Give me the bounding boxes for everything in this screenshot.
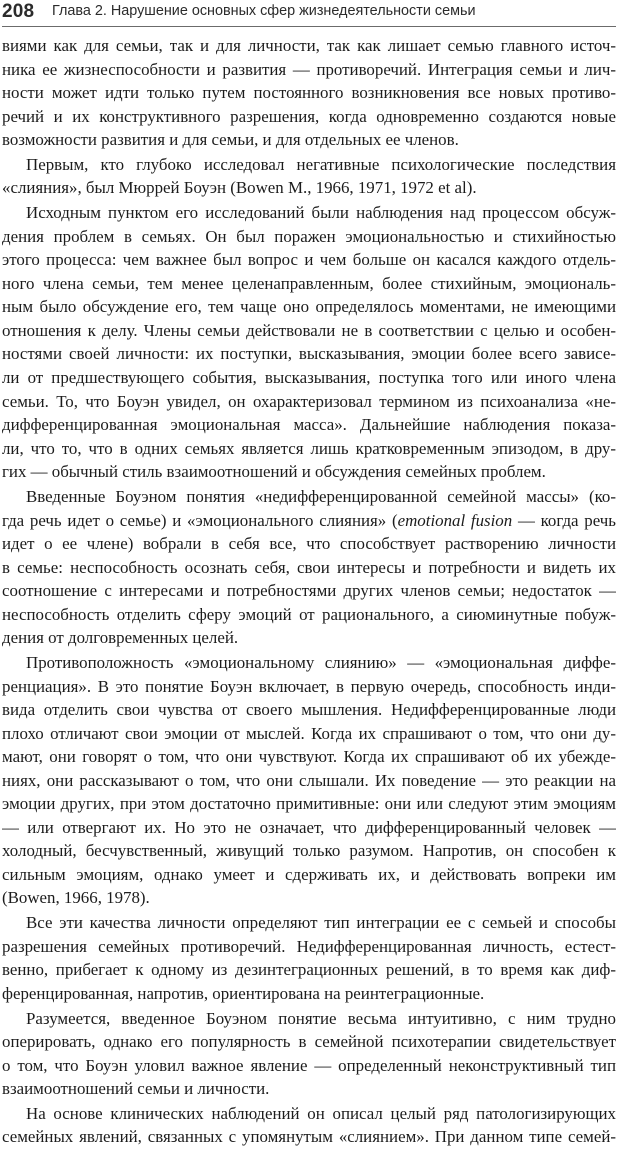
text-line: ности может идти только путем постоянного возникновения все новых противо- xyxy=(2,83,616,103)
text-line: На основе клинических наблюдений он описал целый ряд патологизирующих xyxy=(26,1103,616,1123)
text-line: этого процесса: чем важнее был вопрос и чем больше он касался каждого отдель- xyxy=(2,250,616,270)
text-line: Разумеется, введенное Боуэном понятие весьма интуитивно, с ним трудно xyxy=(26,1008,616,1028)
text-line: идет о ее члене) вобрали в себя все, что способствует растворению личности xyxy=(2,534,616,554)
text-line: дения от долговременных целей. xyxy=(2,628,239,648)
text-line: ренциация». В это понятие Боуэн включает, в первую очередь, способность инди- xyxy=(2,676,616,696)
text-line: оперировать, однако его популярность в семейной психотерапии свидетельствует xyxy=(2,1032,616,1052)
paragraph xyxy=(2,485,616,650)
text-fragment: гда речь идет о семье) и «эмоционального слияния» ( xyxy=(2,510,398,530)
text-line: в семье: неспособность осознать себя, свои интересы и потребности и видеть их xyxy=(2,557,616,577)
text-line: Противоположность «эмоциональному слиянию» — «эмоциональная диффе- xyxy=(26,652,616,672)
paragraph xyxy=(2,1007,616,1101)
text-line: Введенные Боуэном понятия «недифференцированной семейной массы» (ко- xyxy=(26,486,616,506)
paragraph xyxy=(2,651,616,910)
page-header xyxy=(2,0,616,27)
text-line: ным было обсуждение его, тем чаще оно определялось моментами, не имеющими xyxy=(2,297,616,317)
text-line: возможности развития и для семьи, и для отдельных ее членов. xyxy=(2,130,459,150)
text-line: (Bowen, 1966, 1978). xyxy=(2,888,150,908)
text-fragment: — когда речь xyxy=(512,510,616,530)
text-line xyxy=(2,509,616,533)
paragraph xyxy=(2,911,616,1005)
text-line: — или отвергают их. Но это не означает, что дифференцированный человек — xyxy=(2,817,616,837)
text-line: «слияния», был Мюррей Боуэн (Bowen M., 1966, 1971, 1972 et al). xyxy=(2,178,477,198)
body-text xyxy=(2,34,616,1149)
text-line: ника ее жизнеспособности и развития — противоречий. Интеграция семьи и лич- xyxy=(2,59,616,79)
text-line: холодный, бесчувственный, живущий только разумом. Напротив, он способен к xyxy=(2,841,616,861)
paragraph xyxy=(2,1102,616,1149)
text-line: отношения к делу. Члены семьи действовали не в соответствии с целью и особен- xyxy=(2,320,616,340)
text-line: ференцированная, напротив, ориентирована на реинтеграционные. xyxy=(2,983,485,1003)
page-number: 208 xyxy=(2,1,35,22)
text-line: разрешения семейных противоречий. Недифференцированная личность, естест- xyxy=(2,936,616,956)
text-line: взаимоотношений семьи и личности. xyxy=(2,1079,270,1099)
text-line: плохо отличают свои эмоции от мыслей. Когда их спрашивают о том, что они ду- xyxy=(2,723,616,743)
paragraph xyxy=(2,201,616,484)
text-line: дифференцированная эмоциональная масса». Дальнейшие наблюдения показа- xyxy=(2,415,616,435)
text-line: речий и их конструктивного разрешения, когда одновременно создаются новые xyxy=(2,106,616,126)
text-line: Первым, кто глубоко исследовал негативные психологические последствия xyxy=(26,154,616,174)
text-line: вида отделить свои чувства от своего мышления. Недифференцированные люди xyxy=(2,700,616,720)
text-line: ли, что то, что в одних семьях является лишь кратковременным эпизодом, в дру- xyxy=(2,438,616,458)
running-title: Глава 2. Нарушение основных сфер жизнедеятельности семьи xyxy=(52,3,476,19)
text-line: виями как для семьи, так и для личности, так как лишает семью главного источ- xyxy=(2,36,616,55)
text-line: гих — обычный стиль взаимоотношений и обсуждения семейных проблем. xyxy=(2,462,546,482)
text-line: ли от предшествующего события, высказывания, поступка того или иного члена xyxy=(2,368,616,388)
text-line: ниях, они рассказывают о том, что они слышали. Их поведение — это реакции на xyxy=(2,770,616,790)
foreign-term: emotional fusion xyxy=(397,510,513,530)
text-line: неспособность отделить сферу эмоций от рационального, а сиюминутные побуж- xyxy=(2,604,616,624)
text-line: ного члена семьи, тем менее целенаправленным, более стихийным, эмоциональ- xyxy=(2,273,616,293)
text-line: мают, они говорят о том, что они чувствуют. Когда их спрашивают об их убежде- xyxy=(2,747,616,767)
text-line: эмоции других, при этом достаточно примитивные: они или следуют этим эмоциям xyxy=(2,794,616,814)
text-line: ностями своей личности: их поступки, высказывания, эмоции более всего зависе- xyxy=(2,344,616,364)
text-line: венно, прибегает к одному из дезинтеграционных решений, в то время как диф- xyxy=(2,960,616,980)
text-line: Исходным пунктом его исследований были наблюдения над процессом обсуж- xyxy=(26,203,616,223)
paragraph-continuation xyxy=(2,34,616,152)
text-line: о том, что Боуэн уловил важное явление — определенный неконструктивный тип xyxy=(2,1055,616,1075)
text-line: сильным эмоциям, однако умеет и сдерживать их, и действовать вопреки им xyxy=(2,864,616,884)
text-line: семейных явлений, связанных с упомянутым «слиянием». При данном типе семей- xyxy=(2,1127,616,1147)
text-line: Все эти качества личности определяют тип интеграции ее с семьей и способы xyxy=(26,913,616,933)
paragraph xyxy=(2,153,616,200)
text-line: соотношение с интересами и потребностями других членов семьи; недостаток — xyxy=(2,581,616,601)
text-line: семьи. То, что Боуэн увидел, он охарактеризовал термином из психоанализа «не- xyxy=(2,391,616,411)
text-line: дения проблем в семьях. Он был поражен эмоциональностью и стихийностью xyxy=(2,226,616,246)
